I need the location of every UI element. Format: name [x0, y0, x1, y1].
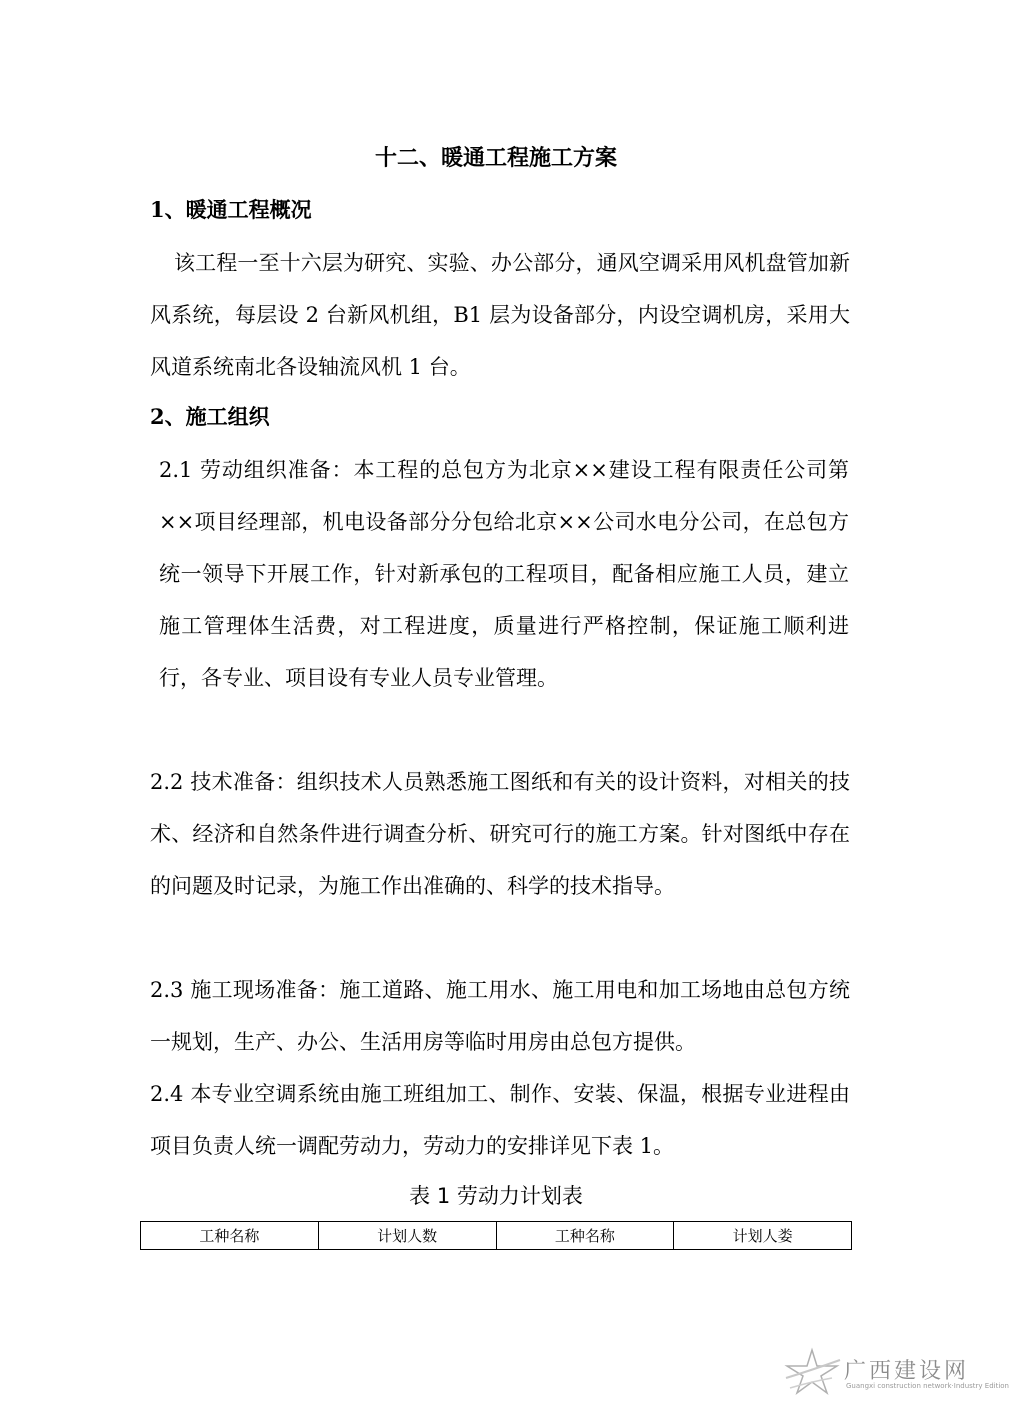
paragraph-2-1: 2.1 劳动组织准备：本工程的总包方为北京××建设工程有限责任公司第××项目经理部，机电设备部分分包给北京××公司水电分公司，在总包方统一领导下开展工作，针对新承包的工程项目，配备相应施工人员，建立施工管理体生活费，对工程进度，质量进行严格控制，保证施工顺利进行，各专业、项目设有专业人员专业管理。 [159, 458, 849, 690]
table-header-cell: 计划人数 [318, 1222, 496, 1250]
labor-plan-table [140, 1221, 852, 1250]
section-heading-organization: 2、施工组织 [150, 404, 270, 429]
section-heading-overview: 1、暖通工程概况 [150, 197, 312, 222]
site-watermark [782, 1348, 1009, 1398]
paragraph-2-3: 2.3 施工现场准备：施工道路、施工用水、施工用电和加工场地由总包方统一规划，生产、办公、生活用房等临时用房由总包方提供。 [150, 978, 850, 1054]
table-header-cell: 工种名称 [496, 1222, 674, 1250]
watermark-subtitle: Guangxi construction network·Industry Edition [846, 1382, 1009, 1390]
paragraph-2-4: 2.4 本专业空调系统由施工班组加工、制作、安装、保温，根据专业进程由项目负责人统一调配劳动力，劳动力的安排详见下表 1。 [150, 1082, 850, 1158]
table-header-cell: 工种名称 [141, 1222, 319, 1250]
table-header-row [141, 1222, 852, 1250]
watermark-name: 广西建设网 [844, 1359, 970, 1384]
table-caption: 表 1 劳动力计划表 [409, 1184, 583, 1208]
star-logo-icon [782, 1348, 842, 1396]
overview-paragraph: 该工程一至十六层为研究、实验、办公部分，通风空调采用风机盘管加新风系统，每层设 2 台新风机组，B1 层为设备部分，内设空调机房，采用大风道系统南北各设轴流风机 1 台。 [150, 251, 850, 379]
paragraph-2-2: 2.2 技术准备：组织技术人员熟悉施工图纸和有关的设计资料，对相关的技术、经济和自然条件进行调查分析、研究可行的施工方案。针对图纸中存在的问题及时记录，为施工作出准确的、科学的技术指导。 [150, 770, 850, 898]
table-header-cell: 计划人娄 [674, 1222, 852, 1250]
page-title: 十二、暖通工程施工方案 [374, 145, 617, 171]
